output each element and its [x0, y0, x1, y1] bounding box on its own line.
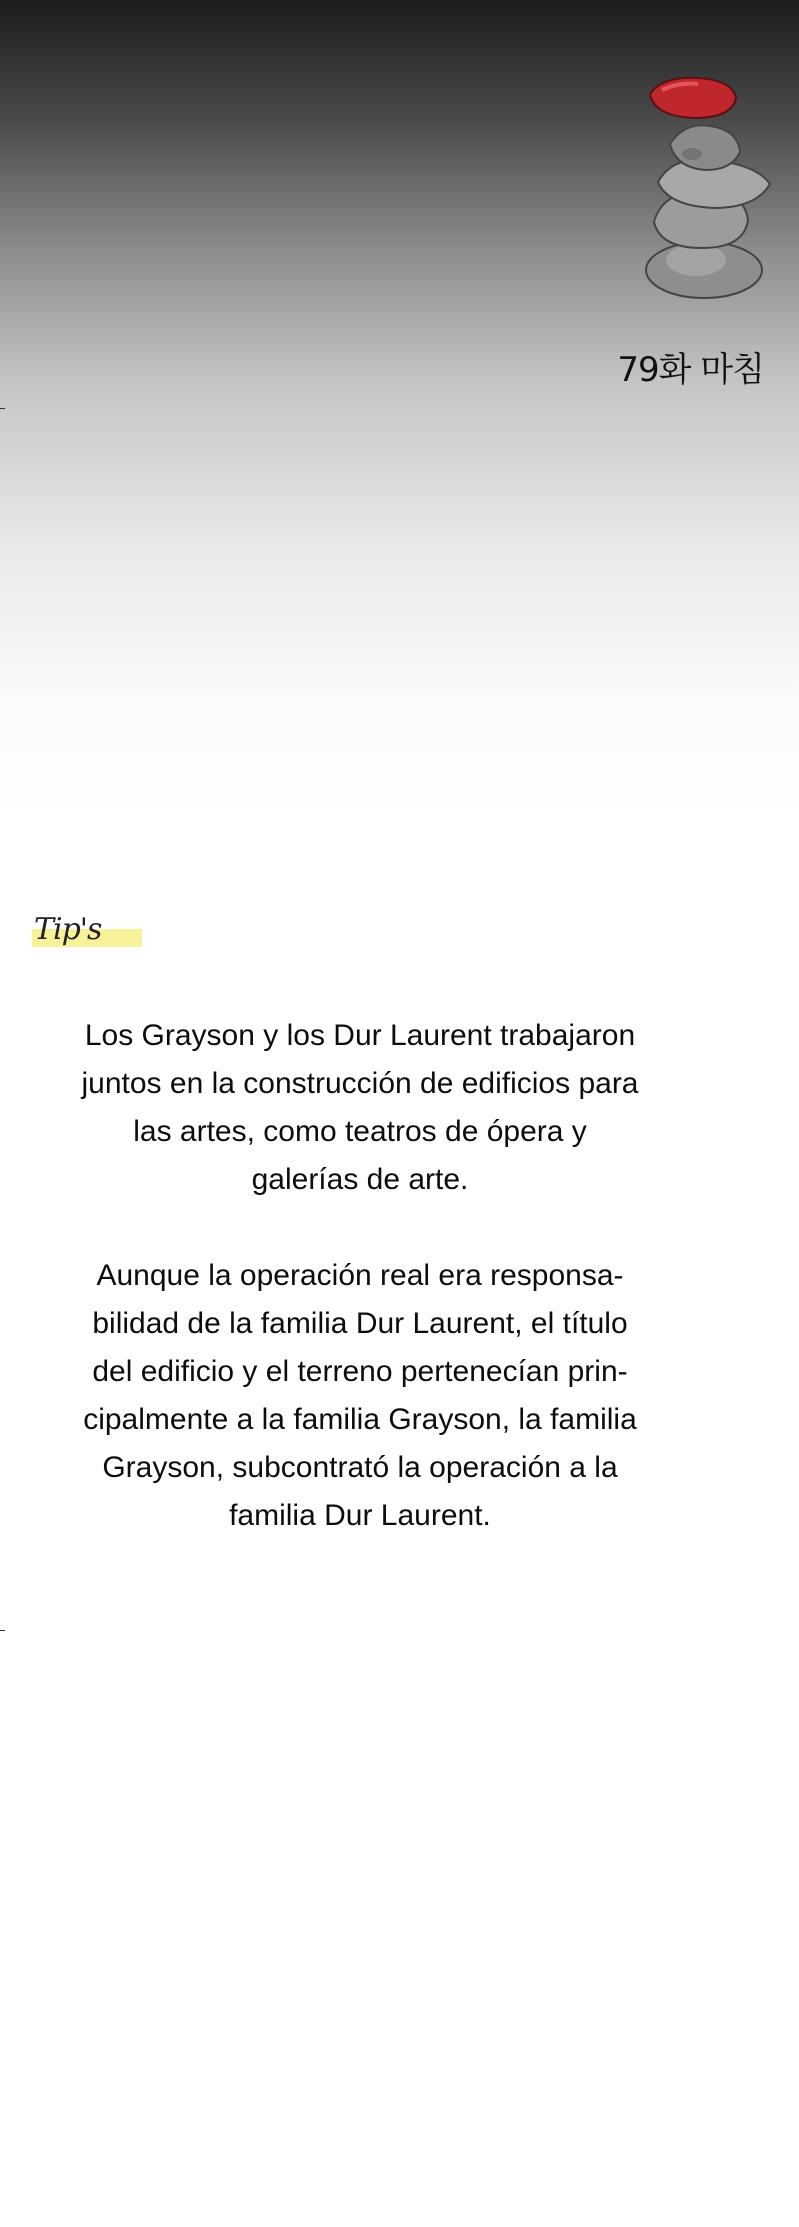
tips-paragraph-2: Aunque la operación real era responsa- bilidad de la familia Dur Laurent, el título del edificio y el terreno pertenecían prin- cipalmente a la familia Grayson, la familia Grayson, subcontrató la operación a la familia Dur Laurent. [83, 1259, 637, 1532]
chapter-end-label: 79화 마침 [617, 350, 764, 390]
tips-body [30, 1012, 690, 1540]
edge-tick [0, 408, 5, 409]
tips-label: Tip's [34, 912, 102, 947]
tips-paragraph-1: Los Grayson y los Dur Laurent trabajaron juntos en la construcción de edificios para las artes, como teatros de ópera y galerías de arte. [81, 1019, 639, 1196]
stacked-stones-icon [632, 72, 772, 312]
edge-tick [0, 1630, 5, 1631]
